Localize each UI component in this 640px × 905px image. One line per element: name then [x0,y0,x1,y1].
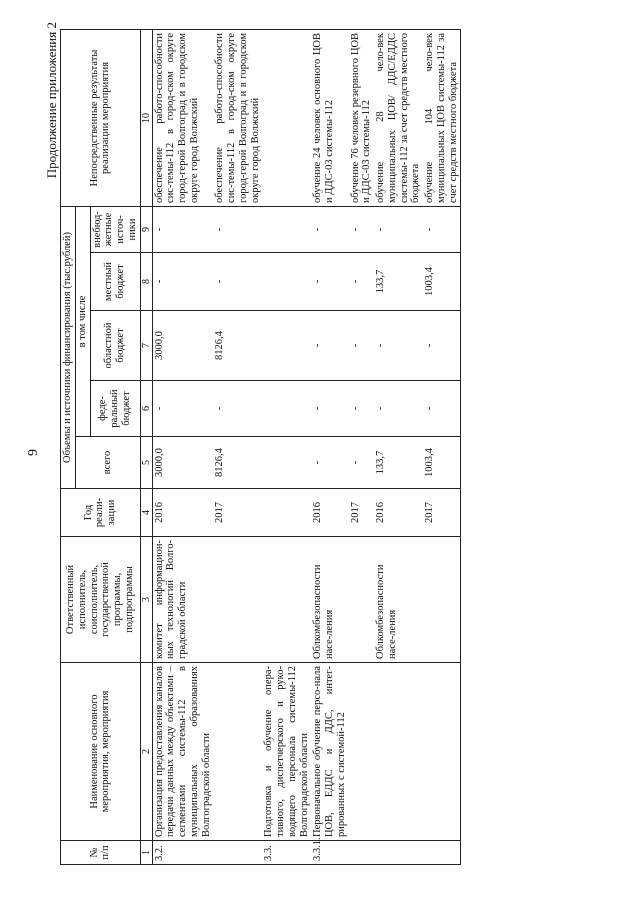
header-federal: феде-ральный бюджет [90,381,140,437]
row-num [213,841,262,865]
row-local: - [152,253,213,311]
row-year: 2017 [423,489,461,537]
row-num: 3.3.1. [311,841,348,865]
row-responsible [213,537,262,663]
program-table [60,29,461,865]
row-year: 2016 [374,489,423,537]
table-row [311,29,348,864]
row-result: обеспечение работо-способности сис-темы-112 в город-ском округе город-герой Волгоград и в городском округе город Волжский [213,29,262,206]
row-extrabudget: - [311,206,348,252]
row-name [213,663,262,841]
row-responsible: Облкомбезопасности насе-ления [374,537,423,663]
row-regional: 8126,4 [213,311,262,381]
row-year: 2017 [213,489,262,537]
col-number: 9 [140,206,152,252]
row-total: 1003,4 [423,437,461,489]
row-regional [262,311,311,381]
row-num: 3.2. [152,841,213,865]
header-year: Год реали-зации [61,489,141,537]
row-total: - [311,437,348,489]
header-extrabudget: внебюд-жетные источ-ники [90,206,140,252]
row-local: - [213,253,262,311]
row-extrabudget: - [374,206,423,252]
row-responsible: комитет информацион-ных технологий Волго-градской области [152,537,213,663]
col-number: 1 [140,841,152,865]
row-extrabudget: - [213,206,262,252]
row-result: обучение 76 человек резервного ЦОВ и ДДС-03 системы-112 [349,29,375,206]
row-num: 3.3. [262,841,311,865]
col-number: 7 [140,311,152,381]
row-total: 133,7 [374,437,423,489]
header-name: Наименование основного мероприятия, мероприятия [61,663,141,841]
row-total: - [349,437,375,489]
row-local: 1003,4 [423,253,461,311]
header-local: местный бюджет [90,253,140,311]
header-result: Непосредственные результаты реализации мероприятия [61,29,141,206]
row-extrabudget: - [152,206,213,252]
col-number: 10 [140,29,152,206]
col-number: 5 [140,437,152,489]
header-responsible: Ответственный исполнитель, соисполнитель, государственной программы, подпрограммы [61,537,141,663]
header-funding: Объемы и источники финансирования (тыс.рублей) [61,206,76,488]
row-extrabudget [262,206,311,252]
table-row [213,29,262,864]
row-name [349,663,375,841]
table-row [349,29,375,864]
row-regional: - [349,311,375,381]
row-federal: - [374,381,423,437]
row-extrabudget: - [349,206,375,252]
row-total [262,437,311,489]
col-number: 8 [140,253,152,311]
table-header [61,29,153,864]
row-year: 2016 [311,489,348,537]
row-responsible [262,537,311,663]
row-responsible [349,537,375,663]
row-year [262,489,311,537]
table-row [423,29,461,864]
header-regional: областной бюджет [90,311,140,381]
header-total: всего [75,437,140,489]
col-number: 2 [140,663,152,841]
row-name: Первоначальное обучение персо-нала ЦОВ, ЕДДС и ДДС, интег-рированных с системой-112 [311,663,348,841]
table-row [262,29,311,864]
header-num: № п/п [61,841,141,865]
table-body [152,29,461,864]
row-total: 3000,0 [152,437,213,489]
row-federal: - [152,381,213,437]
row-regional: - [374,311,423,381]
row-federal: - [423,381,461,437]
table-row [374,29,423,864]
row-responsible [423,537,461,663]
row-total: 8126,4 [213,437,262,489]
row-result: обучение 104 чело-век муниципальных ЦОВ системы-112 за счет средств местного бюджета [423,29,461,206]
row-federal [262,381,311,437]
row-federal: - [311,381,348,437]
row-name [423,663,461,841]
row-local [262,253,311,311]
row-local: - [311,253,348,311]
row-federal: - [213,381,262,437]
row-result: обеспечение работо-способности сис-темы-112 в город-ском округе город-герой Волгоград и в городском округе город Волжский [152,29,213,206]
table-row [152,29,213,864]
row-name: Организация предоставления каналов передачи данных между объектами – сегментами системы-112 в муниципальных образованиях Волгоградской области [152,663,213,841]
row-regional: 3000,0 [152,311,213,381]
row-result [262,29,311,206]
row-federal: - [349,381,375,437]
page-number: 9 [26,449,41,456]
row-result: обучение 24 человек основного ЦОВ и ДДС-03 системы-112 [311,29,348,206]
row-year: 2016 [152,489,213,537]
col-number: 4 [140,489,152,537]
row-local: 133,7 [374,253,423,311]
row-name: Подготовка и обучение опера-тивного, диспетчерского и руко-водящего персонала системы-112 Волгоградской области [262,663,311,841]
header-including: в том числе [75,206,90,436]
row-num [349,841,375,865]
appendix-note: Продолжение приложения 2 [44,22,59,179]
row-num [423,841,461,865]
row-regional: - [423,311,461,381]
col-number: 3 [140,537,152,663]
row-responsible: Облкомбезопасности насе-ления [311,537,348,663]
row-result: обучение 28 чело-век муниципальных ЦОВ/ ДДС/ЕДДС системы-112 за счет средств местного бюджета [374,29,423,206]
row-year: 2017 [349,489,375,537]
row-num [374,841,423,865]
row-regional: - [311,311,348,381]
row-local: - [349,253,375,311]
row-name [374,663,423,841]
col-number: 6 [140,381,152,437]
row-extrabudget: - [423,206,461,252]
